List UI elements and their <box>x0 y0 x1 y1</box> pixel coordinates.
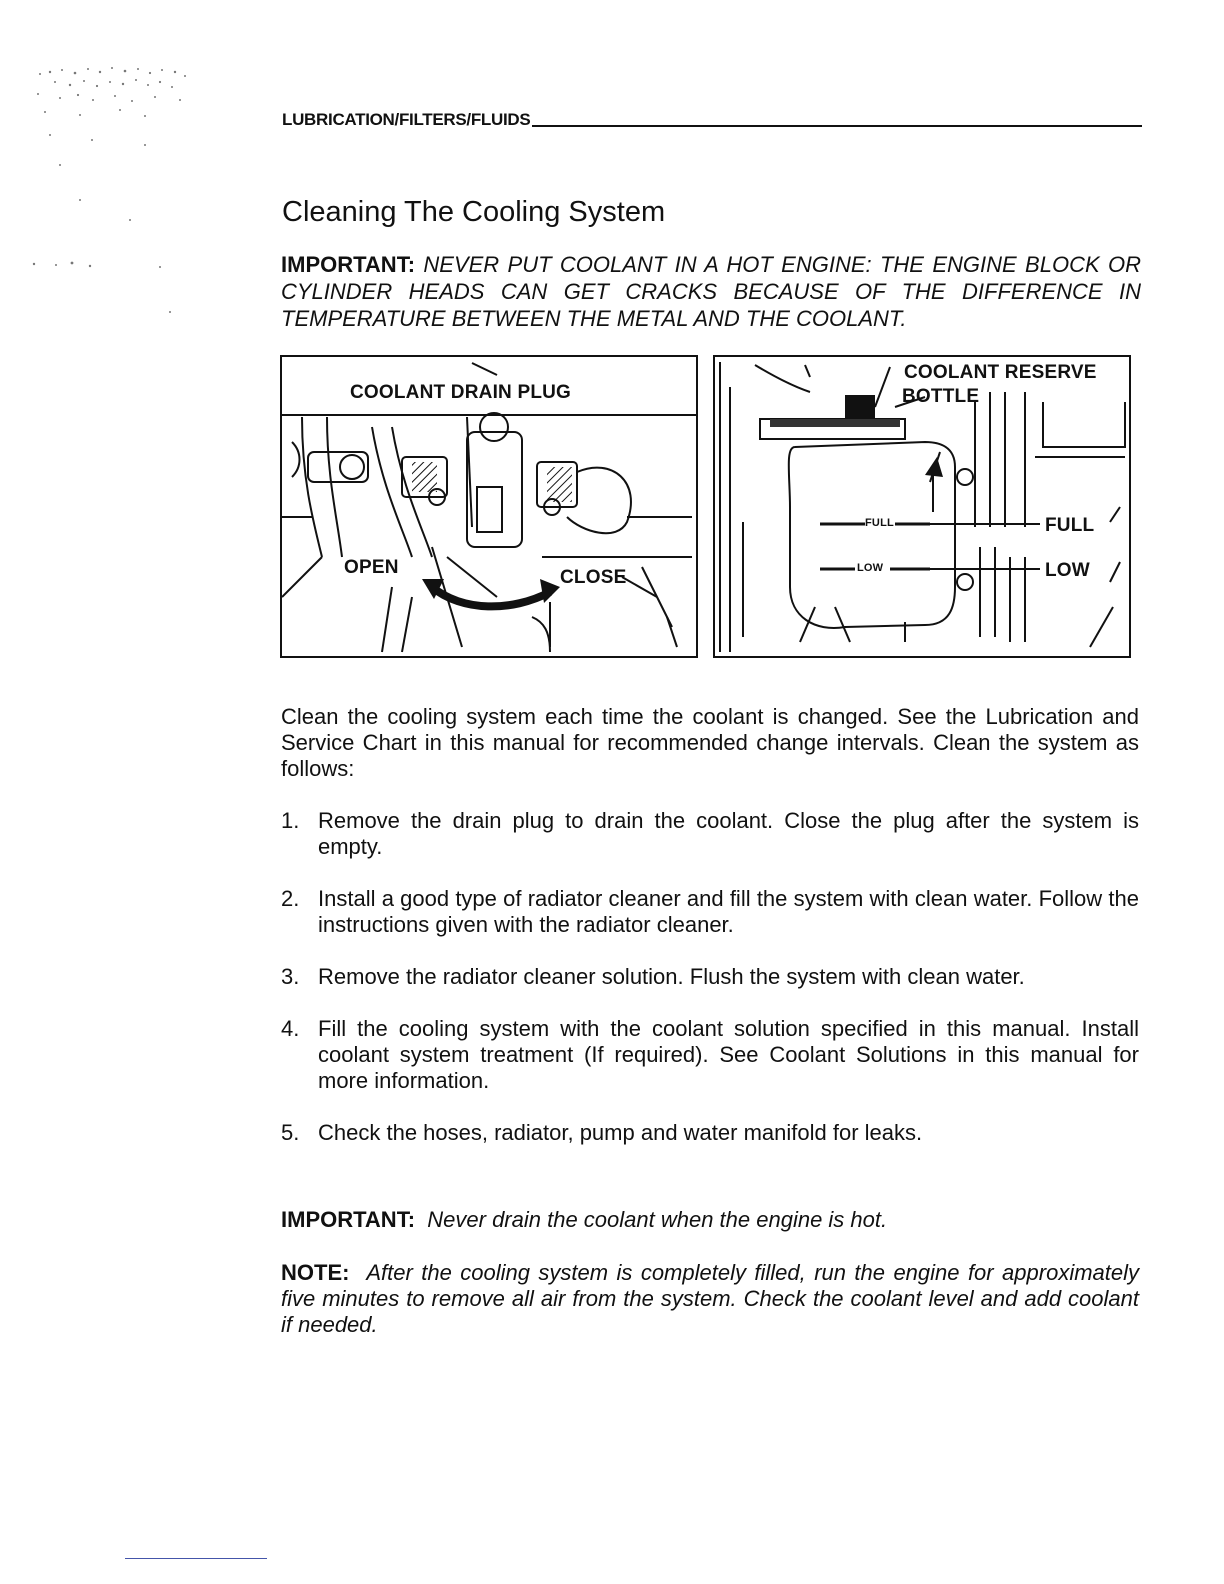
list-item <box>281 964 1139 990</box>
important-label: IMPORTANT: <box>281 252 416 277</box>
step-text: Remove the radiator cleaner solution. Flush the system with clean water. <box>318 964 1025 989</box>
list-item <box>281 1016 1139 1094</box>
footer-rule <box>125 1558 267 1559</box>
intro-paragraph: Clean the cooling system each time the coolant is changed. See the Lubrication and Service Chart in this manual for recommended change intervals. Clean the system as follows: <box>281 704 1139 781</box>
low-label: LOW <box>1045 560 1090 581</box>
step-number: 3. <box>281 964 300 989</box>
step-text: Fill the cooling system with the coolant solution specified in this manual. Install coolant system treatment (If required). See Coolant Solutions in this manual for more information. <box>318 1016 1139 1093</box>
open-label: OPEN <box>344 557 399 578</box>
important-warning-top <box>281 251 1141 332</box>
section-header <box>282 110 1142 130</box>
full-label: FULL <box>1045 515 1095 536</box>
figure-reserve-bottle <box>713 355 1131 658</box>
note-paragraph <box>281 1260 1139 1338</box>
step-text: Install a good type of radiator cleaner and fill the system with clean water. Follow the instructions given with the radiator cleaner. <box>318 886 1139 937</box>
important-text: NEVER PUT COOLANT IN A HOT ENGINE: THE ENGINE BLOCK OR CYLINDER HEADS CAN GET CRACKS BECAUSE OF THE DIFFERENCE IN TEMPERATURE BETWEEN THE METAL AND THE COOLANT. <box>281 252 1141 331</box>
reserve-label-line2: BOTTLE <box>902 386 980 407</box>
step-number: 4. <box>281 1016 300 1041</box>
scan-speckle <box>20 60 210 320</box>
note-text: After the cooling system is completely filled, run the engine for approximately five minutes to remove all air from the system. Check the coolant level and add coolant if needed. <box>281 1260 1139 1337</box>
header-rule <box>532 125 1142 127</box>
step-text: Check the hoses, radiator, pump and water manifold for leaks. <box>318 1120 923 1145</box>
figure-drain-plug <box>280 355 698 658</box>
drain-plug-label: COOLANT DRAIN PLUG <box>350 382 572 403</box>
step-text: Remove the drain plug to drain the coolant. Close the plug after the system is empty. <box>318 808 1139 859</box>
bottle-low-mark: LOW <box>857 562 884 574</box>
note-label: NOTE: <box>281 1260 350 1285</box>
procedure-steps <box>281 808 1139 1172</box>
close-label: CLOSE <box>560 567 627 588</box>
section-title: LUBRICATION/FILTERS/FLUIDS <box>282 110 531 129</box>
important-warning-bottom <box>281 1207 1139 1233</box>
step-number: 2. <box>281 886 300 911</box>
bottle-full-mark: FULL <box>865 517 894 529</box>
step-number: 5. <box>281 1120 300 1145</box>
list-item <box>281 808 1139 860</box>
list-item <box>281 1120 1139 1146</box>
important-label: IMPORTANT: <box>281 1207 416 1232</box>
page-title: Cleaning The Cooling System <box>282 196 666 228</box>
important-text: Never drain the coolant when the engine is hot. <box>427 1207 888 1232</box>
reserve-label-line1: COOLANT RESERVE <box>904 362 1097 383</box>
step-number: 1. <box>281 808 300 833</box>
list-item <box>281 886 1139 938</box>
